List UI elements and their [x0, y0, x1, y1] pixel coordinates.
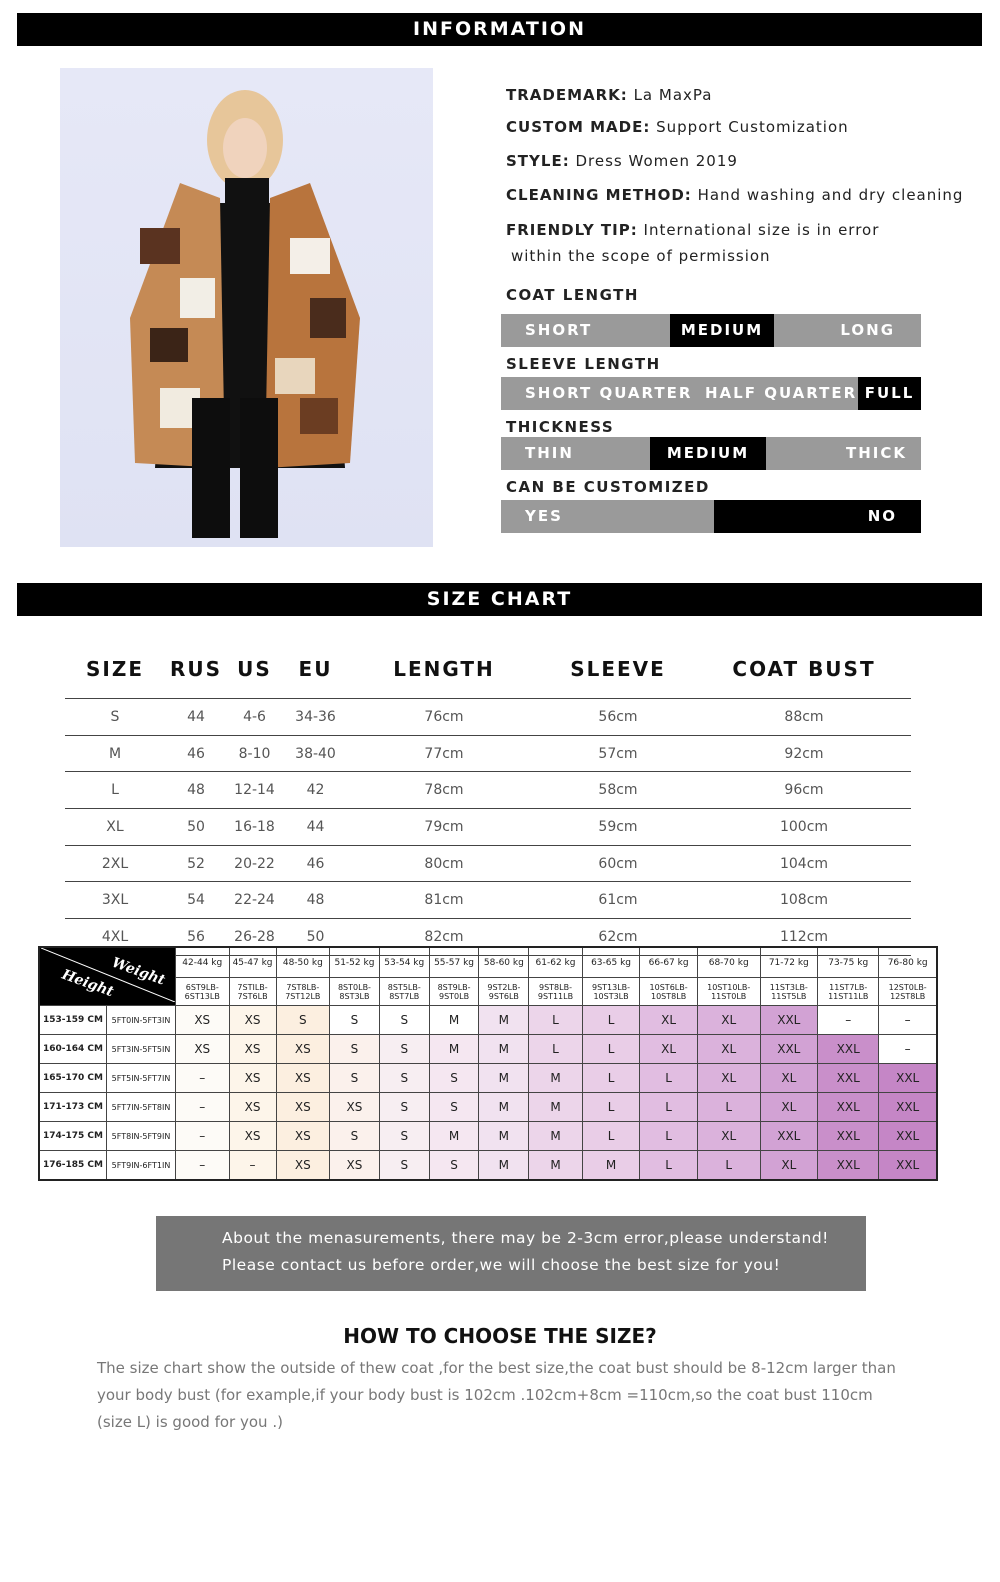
fit-size-cell: XS [229, 1006, 276, 1035]
style-label: STYLE: [506, 152, 570, 170]
fit-size-cell: XXL [818, 1151, 879, 1181]
fit-size-cell: XL [640, 1006, 698, 1035]
pound-header: 8ST5LB-8ST7LB [379, 978, 429, 1006]
fit-size-cell: XXL [760, 1006, 818, 1035]
customized-title: CAN BE CUSTOMIZED [506, 478, 710, 496]
fit-size-cell: M [479, 1122, 529, 1151]
weight-header: 42-44 kg [176, 947, 230, 978]
fit-size-cell: – [176, 1122, 230, 1151]
fit-size-cell: XXL [760, 1035, 818, 1064]
fit-size-cell: XS [276, 1151, 330, 1181]
pound-header: 7ST8LB-7ST12LB [276, 978, 330, 1006]
pound-header: 6ST9LB-6ST13LB [176, 978, 230, 1006]
fit-size-cell: S [429, 1064, 479, 1093]
col-eu: EU [298, 657, 333, 681]
height-cm: 176-185 CM [39, 1151, 107, 1181]
size-cell: 12-14 [227, 772, 282, 809]
thickness-medium: MEDIUM [650, 437, 766, 470]
size-row [65, 882, 911, 919]
fit-size-cell: L [640, 1151, 698, 1181]
size-cell: S [65, 699, 165, 736]
coat-length-short: SHORT [525, 321, 593, 339]
pound-header: 8ST0LB-8ST3LB [330, 978, 380, 1006]
col-sleeve: SLEEVE [570, 657, 666, 681]
weight-header: 68-70 kg [697, 947, 760, 978]
style-line [506, 152, 738, 170]
grid-height-row [39, 1122, 937, 1151]
fit-size-cell: XXL [879, 1093, 937, 1122]
customized-no-label: NO [867, 507, 897, 525]
size-cell: 48 [165, 772, 227, 809]
fit-size-cell: M [529, 1122, 583, 1151]
fit-size-cell: S [429, 1151, 479, 1181]
size-row [65, 735, 911, 772]
height-ft: 5FT5IN-5FT7IN [107, 1064, 176, 1093]
information-header: INFORMATION [17, 13, 982, 46]
height-cm: 153-159 CM [39, 1006, 107, 1035]
size-cell: 16-18 [227, 809, 282, 846]
coat-length-medium: MEDIUM [670, 314, 774, 347]
fit-size-cell: XL [697, 1064, 760, 1093]
size-cell: 80cm [349, 845, 539, 882]
fit-size-cell: XL [697, 1122, 760, 1151]
fit-size-cell: – [176, 1151, 230, 1181]
weight-label: Weight [109, 954, 167, 989]
cleaning-line [506, 186, 963, 204]
fit-size-cell: M [429, 1035, 479, 1064]
weight-header: 58-60 kg [479, 947, 529, 978]
pound-header: 12ST0LB-12ST8LB [879, 978, 937, 1006]
size-cell: 2XL [65, 845, 165, 882]
fit-size-cell: XS [330, 1151, 380, 1181]
pound-header: 9ST2LB-9ST6LB [479, 978, 529, 1006]
fit-size-cell: L [582, 1122, 640, 1151]
customized-no [714, 500, 921, 533]
tip-value: International size is in error [637, 221, 880, 239]
size-cell: 52 [165, 845, 227, 882]
col-us: US [237, 657, 272, 681]
size-cell: 34-36 [282, 699, 349, 736]
fit-size-cell: L [640, 1122, 698, 1151]
fit-size-cell: – [229, 1151, 276, 1181]
fit-size-cell: XS [229, 1122, 276, 1151]
fit-size-cell: M [479, 1006, 529, 1035]
size-cell: 112cm [697, 919, 911, 956]
pound-header: 9ST13LB-10ST3LB [582, 978, 640, 1006]
custom-made-line [506, 118, 849, 136]
pound-header: 11ST3LB-11ST5LB [760, 978, 818, 1006]
size-cell: 20-22 [227, 845, 282, 882]
pound-header: 10ST6LB-10ST8LB [640, 978, 698, 1006]
fit-grid [38, 946, 938, 1181]
fit-size-cell: M [479, 1064, 529, 1093]
weight-header: 71-72 kg [760, 947, 818, 978]
size-cell: 56 [165, 919, 227, 956]
fit-size-cell: S [379, 1093, 429, 1122]
size-cell: 61cm [539, 882, 697, 919]
thickness-bar [501, 437, 921, 470]
fit-size-cell: L [582, 1064, 640, 1093]
size-cell: 79cm [349, 809, 539, 846]
fit-size-cell: S [330, 1035, 380, 1064]
size-cell: 104cm [697, 845, 911, 882]
size-cell: 3XL [65, 882, 165, 919]
coat-length-title: COAT LENGTH [506, 286, 639, 304]
size-cell: 50 [282, 919, 349, 956]
fit-size-cell: XL [640, 1035, 698, 1064]
product-photo [60, 68, 433, 547]
fit-size-cell: XL [760, 1093, 818, 1122]
fit-size-cell: M [429, 1006, 479, 1035]
fit-size-cell: XL [760, 1064, 818, 1093]
height-ft: 5FT9IN-6FT1IN [107, 1151, 176, 1181]
fit-size-cell: L [529, 1006, 583, 1035]
style-value: Dress Women 2019 [569, 152, 738, 170]
thickness-title: THICKNESS [506, 418, 615, 436]
measurement-notice [156, 1216, 866, 1291]
fit-size-cell: M [529, 1064, 583, 1093]
size-row [65, 699, 911, 736]
size-cell: 50 [165, 809, 227, 846]
height-ft: 5FT8IN-5FT9IN [107, 1122, 176, 1151]
pound-header: 7STILB-7ST6LB [229, 978, 276, 1006]
size-cell: 26-28 [227, 919, 282, 956]
size-cell: 42 [282, 772, 349, 809]
size-cell: 76cm [349, 699, 539, 736]
fit-size-cell: S [330, 1006, 380, 1035]
fit-size-cell: XS [176, 1006, 230, 1035]
fit-size-cell: XXL [879, 1122, 937, 1151]
fit-size-cell: XXL [818, 1093, 879, 1122]
fit-size-cell: XXL [760, 1122, 818, 1151]
fit-size-cell: XS [330, 1093, 380, 1122]
pound-header: 8ST9LB-9ST0LB [429, 978, 479, 1006]
fit-size-cell: XS [229, 1035, 276, 1064]
notice-line-2: Please contact us before order,we will choose the best size for you! [222, 1256, 781, 1274]
weight-header: 45-47 kg [229, 947, 276, 978]
fit-size-cell: L [529, 1035, 583, 1064]
fit-size-cell: XS [176, 1035, 230, 1064]
size-cell: 57cm [539, 735, 697, 772]
tip-label: FRIENDLY TIP: [506, 221, 638, 239]
size-row [65, 809, 911, 846]
custom-made-label: CUSTOM MADE: [506, 118, 651, 136]
sleeve-short-quarter: SHORT QUARTER [525, 384, 693, 402]
fit-size-cell: XL [697, 1035, 760, 1064]
fit-size-cell: XS [276, 1093, 330, 1122]
fit-size-cell: L [582, 1035, 640, 1064]
cleaning-value: Hand washing and dry cleaning [691, 186, 964, 204]
grid-corner-diagonal [41, 948, 175, 1002]
weight-header: 76-80 kg [879, 947, 937, 978]
height-cm: 171-173 CM [39, 1093, 107, 1122]
size-cell: 48 [282, 882, 349, 919]
size-row [65, 845, 911, 882]
size-cell: 92cm [697, 735, 911, 772]
fit-size-cell: XXL [879, 1151, 937, 1181]
fit-size-cell: S [330, 1122, 380, 1151]
fit-size-cell: L [640, 1064, 698, 1093]
size-cell: 46 [282, 845, 349, 882]
height-label: Height [59, 966, 116, 1001]
height-cm: 160-164 CM [39, 1035, 107, 1064]
fit-size-cell: M [479, 1151, 529, 1181]
size-cell: 22-24 [227, 882, 282, 919]
size-cell: L [65, 772, 165, 809]
grid-corner [39, 947, 176, 1006]
fit-size-cell: S [379, 1035, 429, 1064]
fit-size-cell: M [582, 1151, 640, 1181]
size-cell: 108cm [697, 882, 911, 919]
size-row [65, 772, 911, 809]
sleeve-half-quarter: HALF QUARTER [705, 384, 858, 402]
fit-size-cell: M [429, 1122, 479, 1151]
fit-size-cell: S [379, 1151, 429, 1181]
fit-size-cell: S [379, 1122, 429, 1151]
col-rus: RUS [169, 657, 223, 681]
sleeve-length-bar [501, 377, 921, 410]
size-chart-header: SIZE CHART [17, 583, 982, 616]
fit-size-cell: M [529, 1093, 583, 1122]
fit-size-cell: S [330, 1064, 380, 1093]
fit-size-cell: S [379, 1064, 429, 1093]
custom-made-value: Support Customization [650, 118, 849, 136]
size-cell: 100cm [697, 809, 911, 846]
fit-size-cell: L [582, 1093, 640, 1122]
size-cell: 82cm [349, 919, 539, 956]
weight-header: 61-62 kg [529, 947, 583, 978]
fit-size-cell: XS [276, 1122, 330, 1151]
fit-size-cell: XS [276, 1064, 330, 1093]
size-cell: 44 [165, 699, 227, 736]
fit-size-cell: L [582, 1006, 640, 1035]
notice-line-1: About the menasurements, there may be 2-3cm error,please understand! [222, 1229, 829, 1247]
fit-size-cell: S [276, 1006, 330, 1035]
fit-size-cell: – [176, 1064, 230, 1093]
fit-size-cell: S [429, 1093, 479, 1122]
fit-size-cell: XS [229, 1093, 276, 1122]
fit-size-cell: M [479, 1035, 529, 1064]
fit-size-cell: – [879, 1035, 937, 1064]
weight-header: 53-54 kg [379, 947, 429, 978]
fit-size-cell: – [879, 1006, 937, 1035]
pound-header: 11ST7LB-11ST11LB [818, 978, 879, 1006]
cleaning-label: CLEANING METHOD: [506, 186, 692, 204]
size-cell: 59cm [539, 809, 697, 846]
col-length: LENGTH [393, 657, 495, 681]
height-ft: 5FT7IN-5FT8IN [107, 1093, 176, 1122]
fit-size-cell: – [818, 1006, 879, 1035]
weight-header: 48-50 kg [276, 947, 330, 978]
tip-line [506, 221, 879, 239]
fit-size-cell: S [379, 1006, 429, 1035]
tip-line-2: within the scope of permission [511, 247, 771, 265]
size-cell: 46 [165, 735, 227, 772]
fit-size-cell: XXL [879, 1064, 937, 1093]
pound-header: 10ST10LB-11ST0LB [697, 978, 760, 1006]
pound-header: 9ST8LB-9ST11LB [529, 978, 583, 1006]
size-cell: 96cm [697, 772, 911, 809]
grid-height-row [39, 1064, 937, 1093]
weight-header: 66-67 kg [640, 947, 698, 978]
size-cell: 88cm [697, 699, 911, 736]
coat-length-long: LONG [840, 321, 895, 339]
weight-header: 51-52 kg [330, 947, 380, 978]
fit-size-cell: M [479, 1093, 529, 1122]
size-cell: 62cm [539, 919, 697, 956]
size-cell: XL [65, 809, 165, 846]
fit-size-cell: XXL [818, 1064, 879, 1093]
size-cell: 44 [282, 809, 349, 846]
customized-bar [501, 500, 921, 533]
size-table [65, 640, 911, 956]
size-cell: 38-40 [282, 735, 349, 772]
col-size: SIZE [85, 657, 144, 681]
sleeve-full: FULL [858, 377, 921, 410]
size-cell: 4XL [65, 919, 165, 956]
fit-size-cell: – [176, 1093, 230, 1122]
size-cell: 58cm [539, 772, 697, 809]
fit-size-cell: XL [760, 1151, 818, 1181]
height-cm: 174-175 CM [39, 1122, 107, 1151]
trademark-value: La MaxPa [627, 86, 713, 104]
fit-size-cell: M [529, 1151, 583, 1181]
grid-height-row [39, 1151, 937, 1181]
size-cell: 81cm [349, 882, 539, 919]
fit-size-cell: XS [276, 1035, 330, 1064]
fit-size-cell: L [697, 1093, 760, 1122]
size-cell: 78cm [349, 772, 539, 809]
height-ft: 5FT3IN-5FT5IN [107, 1035, 176, 1064]
grid-height-row [39, 1093, 937, 1122]
thickness-thin: THIN [525, 444, 574, 462]
weight-header: 73-75 kg [818, 947, 879, 978]
grid-weight-row [39, 947, 937, 978]
coat-length-bar [501, 314, 921, 347]
customized-yes: YES [525, 507, 563, 525]
thickness-thick: THICK [846, 444, 907, 462]
size-cell: M [65, 735, 165, 772]
fit-size-cell: L [697, 1151, 760, 1181]
grid-height-row [39, 1035, 937, 1064]
size-cell: 8-10 [227, 735, 282, 772]
fit-size-cell: XS [229, 1064, 276, 1093]
size-cell: 60cm [539, 845, 697, 882]
sleeve-length-title: SLEEVE LENGTH [506, 355, 661, 373]
size-cell: 54 [165, 882, 227, 919]
col-coat-bust: COAT BUST [732, 657, 876, 681]
height-cm: 165-170 CM [39, 1064, 107, 1093]
fit-size-cell: XL [697, 1006, 760, 1035]
height-ft: 5FT0IN-5FT3IN [107, 1006, 176, 1035]
fit-size-cell: XXL [818, 1122, 879, 1151]
size-cell: 77cm [349, 735, 539, 772]
grid-height-row [39, 1006, 937, 1035]
weight-header: 55-57 kg [429, 947, 479, 978]
how-to-text: The size chart show the outside of thew coat ,for the best size,the coat bust should be 8-12cm larger than your body bust (for example,if your body bust is 102cm .102cm+8cm =110cm,so the coat bust 110cm (size L) is good for you .) [97, 1359, 896, 1431]
size-table-header [65, 640, 911, 699]
size-cell: 4-6 [227, 699, 282, 736]
trademark-label: TRADEMARK: [506, 86, 628, 104]
trademark-line [506, 86, 712, 104]
weight-header: 63-65 kg [582, 947, 640, 978]
fit-size-cell: XXL [818, 1035, 879, 1064]
size-cell: 56cm [539, 699, 697, 736]
fit-size-cell: L [640, 1093, 698, 1122]
how-to-title: HOW TO CHOOSE THE SIZE? [343, 1324, 657, 1348]
